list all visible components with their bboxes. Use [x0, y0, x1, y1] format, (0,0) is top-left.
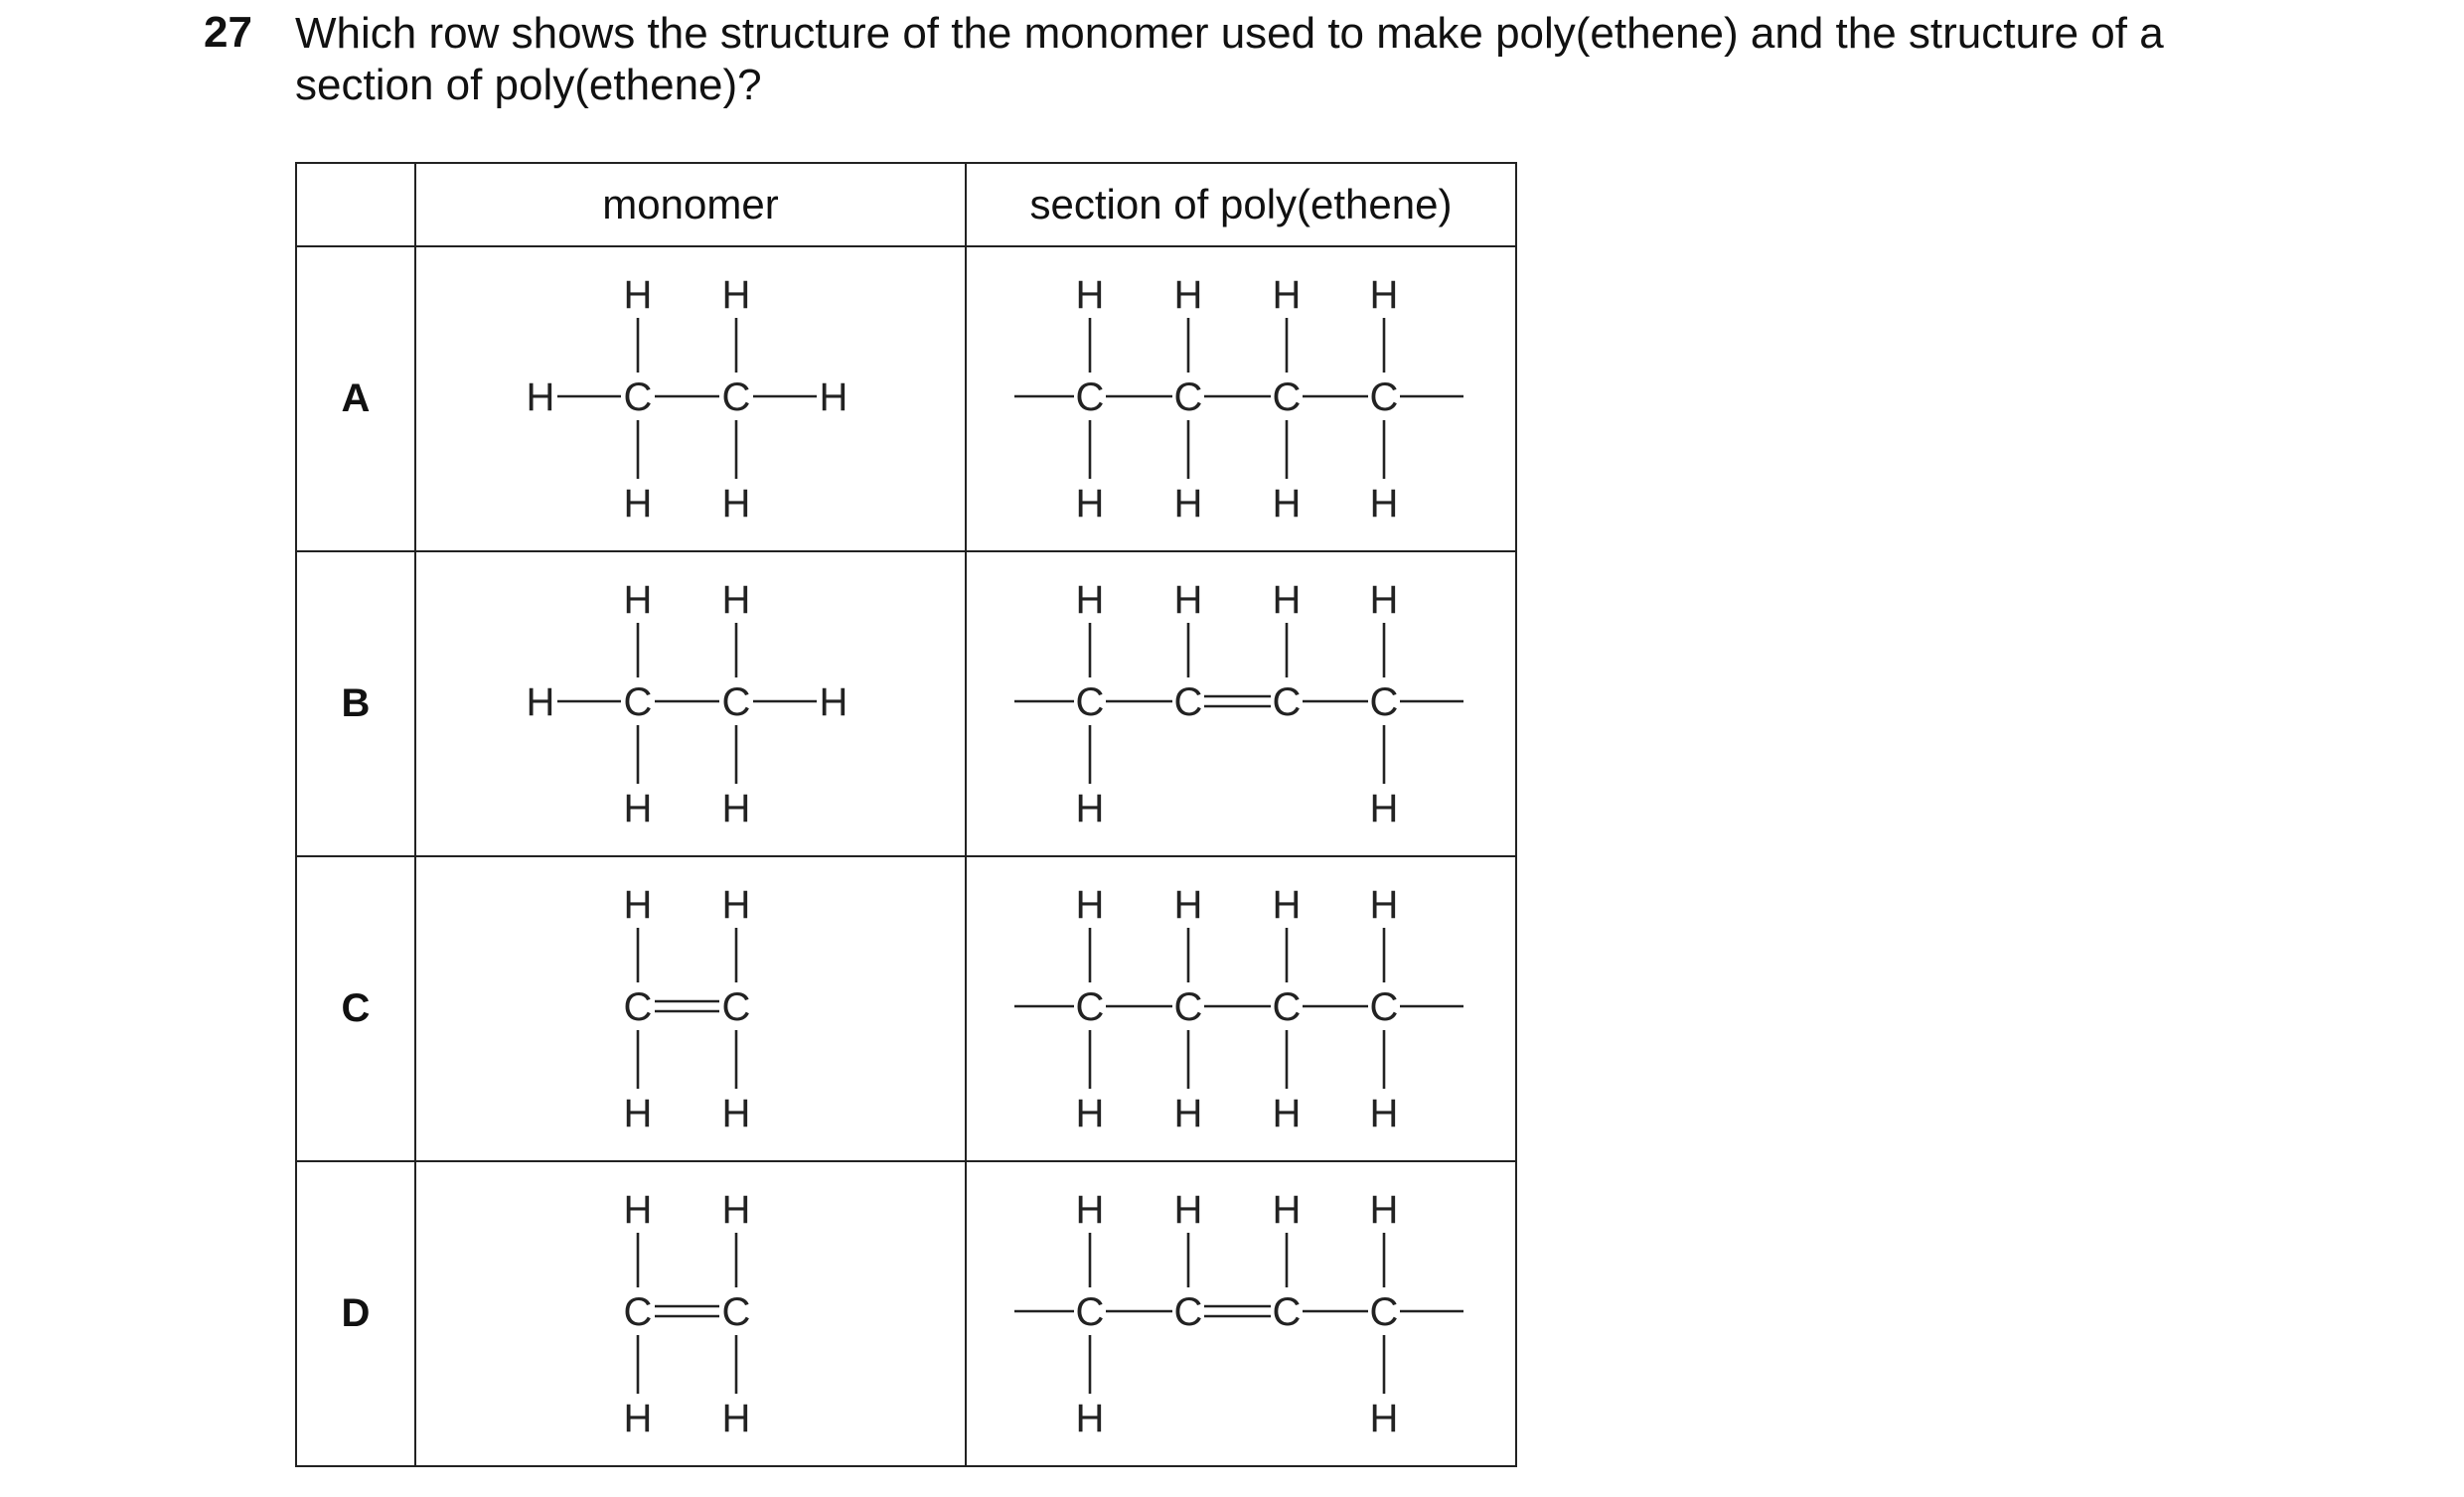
hydrogen-atom: H	[1369, 1188, 1399, 1232]
hydrogen-atom: H	[721, 1397, 751, 1440]
hydrogen-atom: H	[1075, 1397, 1105, 1440]
carbon-atom: C	[1369, 1290, 1399, 1334]
carbon-atom: C	[1173, 680, 1203, 724]
carbon-atom: C	[623, 375, 653, 419]
hydrogen-atom: H	[819, 680, 848, 724]
hydrogen-atom: H	[623, 1397, 653, 1440]
carbon-atom: C	[721, 1290, 751, 1334]
hydrogen-atom: H	[819, 375, 848, 419]
hydrogen-atom: H	[1369, 482, 1399, 525]
monomer-structure-d	[415, 1161, 966, 1466]
option-row-c[interactable]	[296, 856, 1516, 1161]
hydrogen-atom: H	[623, 1188, 653, 1232]
hydrogen-atom: H	[526, 680, 555, 724]
monomer-structure-c	[415, 856, 966, 1161]
hydrogen-atom: H	[1369, 1397, 1399, 1440]
carbon-atom: C	[623, 680, 653, 724]
carbon-atom: C	[721, 680, 751, 724]
monomer-structure-b	[415, 551, 966, 856]
option-row-d[interactable]	[296, 1161, 1516, 1466]
hydrogen-atom: H	[721, 883, 751, 927]
hydrogen-atom: H	[721, 578, 751, 622]
header-monomer: monomer	[415, 163, 966, 246]
hydrogen-atom: H	[1272, 578, 1302, 622]
hydrogen-atom: H	[1272, 273, 1302, 317]
question-text	[295, 8, 2382, 111]
carbon-atom: C	[1369, 985, 1399, 1029]
hydrogen-atom: H	[1173, 1188, 1203, 1232]
carbon-atom: C	[1272, 680, 1302, 724]
carbon-atom: C	[1272, 375, 1302, 419]
hydrogen-atom: H	[1173, 482, 1203, 525]
hydrogen-atom: H	[1173, 1092, 1203, 1135]
hydrogen-atom: H	[721, 482, 751, 525]
carbon-atom: C	[623, 1290, 653, 1334]
hydrogen-atom: H	[721, 273, 751, 317]
carbon-atom: C	[1075, 680, 1105, 724]
carbon-atom: C	[1369, 375, 1399, 419]
options-table	[295, 162, 1517, 1467]
hydrogen-atom: H	[1369, 578, 1399, 622]
hydrogen-atom: H	[1369, 787, 1399, 830]
carbon-atom: C	[1272, 985, 1302, 1029]
hydrogen-atom: H	[1272, 1188, 1302, 1232]
option-letter-d[interactable]: D	[296, 1161, 415, 1466]
hydrogen-atom: H	[1272, 883, 1302, 927]
question-number: 27	[204, 8, 252, 57]
header-option	[296, 163, 415, 246]
carbon-atom: C	[721, 985, 751, 1029]
hydrogen-atom: H	[1369, 1092, 1399, 1135]
hydrogen-atom: H	[1075, 1188, 1105, 1232]
carbon-atom: C	[1173, 985, 1203, 1029]
carbon-atom: C	[623, 985, 653, 1029]
carbon-atom: C	[721, 375, 751, 419]
hydrogen-atom: H	[1369, 273, 1399, 317]
carbon-atom: C	[1272, 1290, 1302, 1334]
question-text-line2: section of poly(ethene)?	[295, 61, 762, 109]
hydrogen-atom: H	[1369, 883, 1399, 927]
hydrogen-atom: H	[623, 1092, 653, 1135]
hydrogen-atom: H	[623, 482, 653, 525]
carbon-atom: C	[1075, 985, 1105, 1029]
hydrogen-atom: H	[1075, 787, 1105, 830]
header-section: section of poly(ethene)	[966, 163, 1516, 246]
polymer-section-structure-a	[966, 246, 1516, 551]
hydrogen-atom: H	[1272, 1092, 1302, 1135]
hydrogen-atom: H	[1173, 883, 1203, 927]
hydrogen-atom: H	[1075, 883, 1105, 927]
option-letter-b[interactable]: B	[296, 551, 415, 856]
polymer-section-structure-b	[966, 551, 1516, 856]
carbon-atom: C	[1075, 375, 1105, 419]
option-row-b[interactable]	[296, 551, 1516, 856]
hydrogen-atom: H	[721, 787, 751, 830]
question-text-line1: Which row shows the structure of the monomer used to make poly(ethene) and the structure of a	[295, 9, 2164, 58]
hydrogen-atom: H	[623, 578, 653, 622]
hydrogen-atom: H	[623, 883, 653, 927]
header-row	[296, 163, 1516, 246]
hydrogen-atom: H	[1075, 578, 1105, 622]
option-letter-c[interactable]: C	[296, 856, 415, 1161]
hydrogen-atom: H	[721, 1092, 751, 1135]
carbon-atom: C	[1075, 1290, 1105, 1334]
option-row-a[interactable]	[296, 246, 1516, 551]
hydrogen-atom: H	[1272, 482, 1302, 525]
hydrogen-atom: H	[1075, 482, 1105, 525]
polymer-section-structure-d	[966, 1161, 1516, 1466]
carbon-atom: C	[1369, 680, 1399, 724]
monomer-structure-a	[415, 246, 966, 551]
hydrogen-atom: H	[1173, 578, 1203, 622]
hydrogen-atom: H	[1075, 273, 1105, 317]
hydrogen-atom: H	[526, 375, 555, 419]
hydrogen-atom: H	[1075, 1092, 1105, 1135]
carbon-atom: C	[1173, 1290, 1203, 1334]
hydrogen-atom: H	[623, 273, 653, 317]
option-letter-a[interactable]: A	[296, 246, 415, 551]
carbon-atom: C	[1173, 375, 1203, 419]
hydrogen-atom: H	[1173, 273, 1203, 317]
hydrogen-atom: H	[721, 1188, 751, 1232]
hydrogen-atom: H	[623, 787, 653, 830]
polymer-section-structure-c	[966, 856, 1516, 1161]
